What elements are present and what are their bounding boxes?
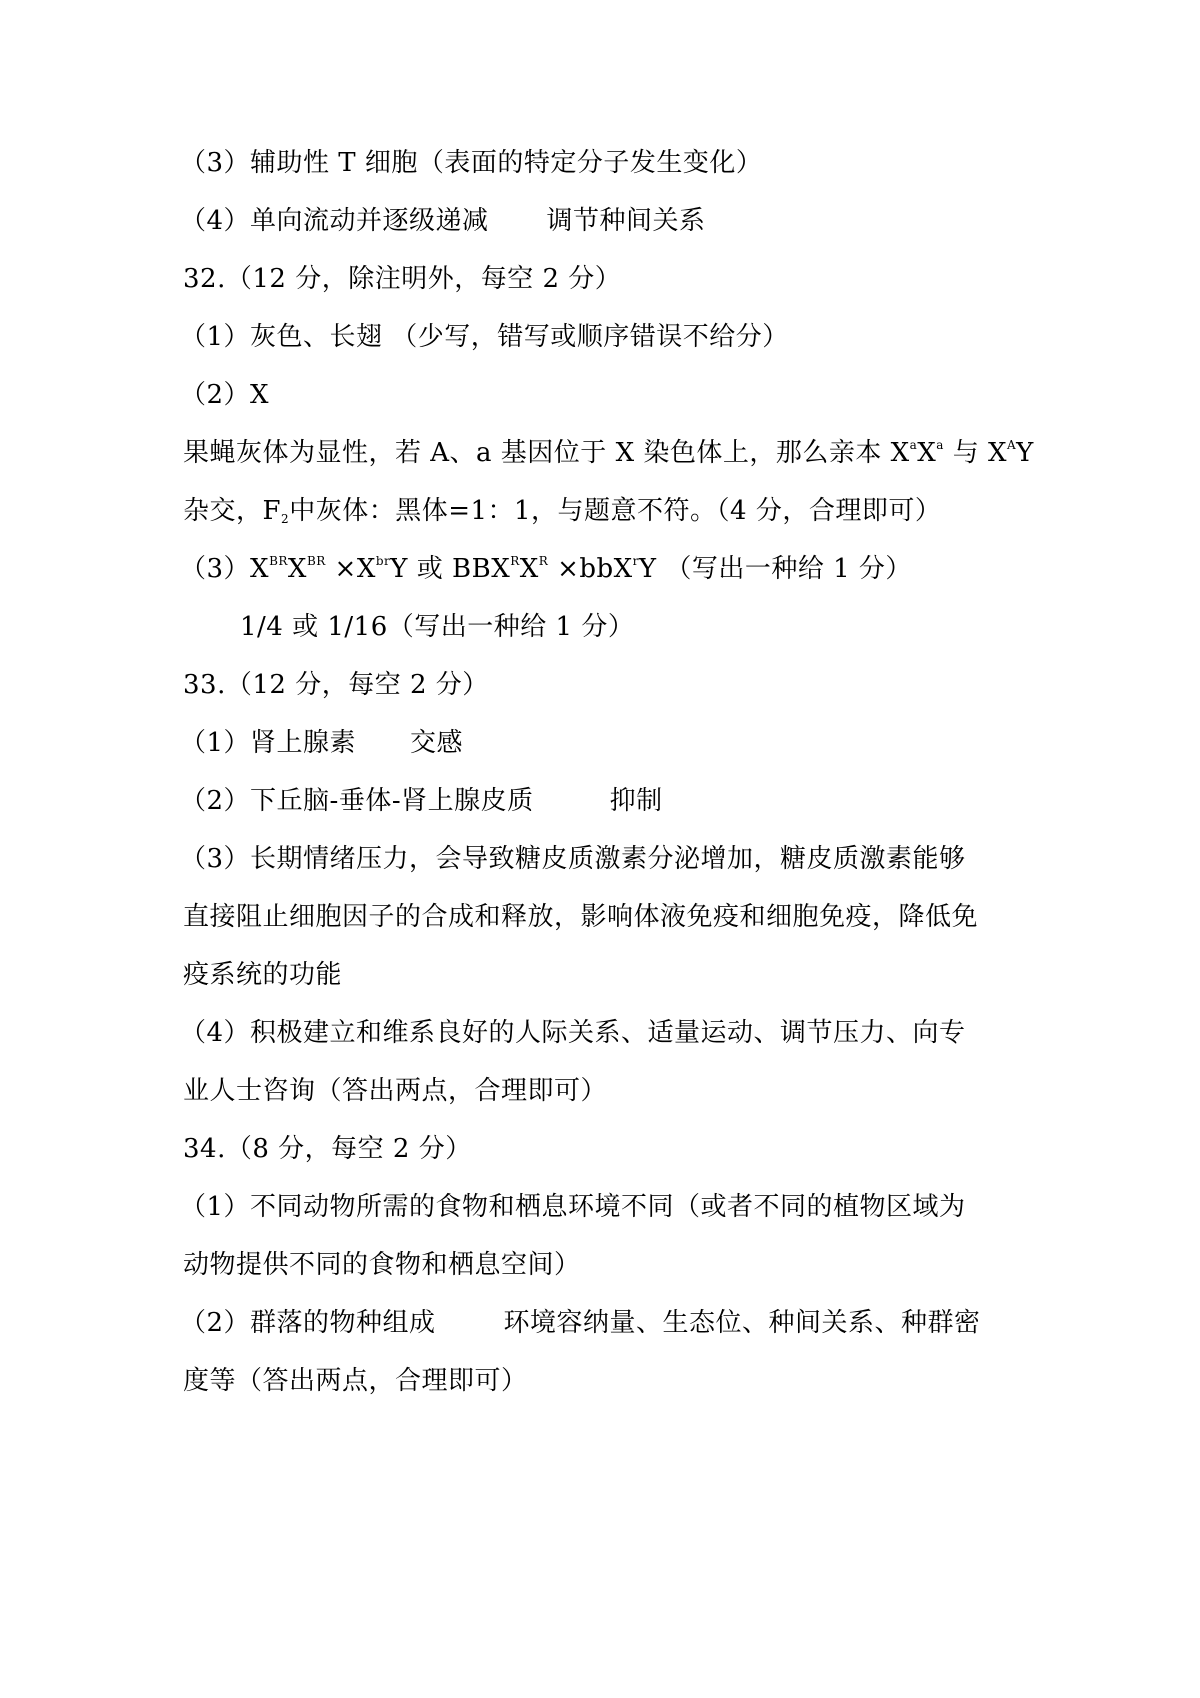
genotype-text: Y 或 BBX [390, 554, 511, 584]
answer-33-4-text-2: 业人士咨询（答出两点，合理即可） [183, 1076, 608, 1106]
answer-33-1-part-b: 交感 [410, 728, 464, 758]
answer-33-3-text-3: 疫系统的功能 [183, 960, 343, 990]
allele-superscript: a [936, 438, 944, 452]
genotype-text: X [519, 554, 539, 584]
answer-33-4-line-1 [180, 1016, 966, 1050]
genotype-text: X [287, 554, 307, 584]
genotype-text: ×bbX [548, 554, 633, 584]
explanation-text: 中灰体：黑体=1：1，与题意不符。（4 分，合理即可） [289, 496, 942, 526]
allele-superscript: a [909, 438, 918, 452]
genotype-text: ×X [325, 554, 376, 584]
answer-33-2-part-b: 抑制 [609, 786, 663, 816]
answer-33-4-text-1: （4）积极建立和维系良好的人际关系、适量运动、调节压力、向专 [180, 1018, 966, 1048]
question-34-heading-text: 34.（8 分，每空 2 分） [183, 1134, 472, 1164]
answer-34-1-text-1: （1）不同动物所需的食物和栖息环境不同（或者不同的植物区域为 [180, 1192, 966, 1222]
answer-32-1-text: （1）灰色、长翅 （少写，错写或顺序错误不给分） [180, 322, 789, 352]
answer-33-2 [180, 784, 663, 818]
answer-31-4-part-a: （4）单向流动并逐级递减 [180, 206, 489, 236]
answer-32-3 [180, 552, 912, 586]
answer-32-3-probability [240, 610, 634, 644]
answer-34-2-part-a: （2）群落的物种组成 [180, 1308, 436, 1338]
answer-32-3-probability-text: 1/4 或 1/16（写出一种给 1 分） [240, 612, 635, 642]
answer-34-1-text-2: 动物提供不同的食物和栖息空间） [183, 1250, 581, 1280]
answer-31-3 [180, 146, 762, 180]
answer-33-3-line-1 [180, 842, 966, 876]
explanation-text: 果蝇灰体为显性，若 A、a 基因位于 X 染色体上，那么亲本 X [183, 438, 910, 468]
answer-34-1-line-1 [180, 1190, 966, 1224]
answer-33-3-text-2: 直接阻止细胞因子的合成和释放，影响体液免疫和细胞免疫，降低免 [183, 902, 979, 932]
answer-33-1 [180, 726, 463, 760]
answer-32-2 [180, 378, 269, 412]
allele-superscript: br [375, 554, 391, 568]
question-33-heading-text: 33.（12 分，每空 2 分） [183, 670, 489, 700]
question-33-heading [183, 668, 489, 702]
answer-33-3-line-3 [183, 958, 342, 992]
allele-superscript: R [538, 554, 549, 568]
allele-superscript: r [632, 554, 639, 568]
answer-33-1-part-a: （1）肾上腺素 [180, 728, 357, 758]
allele-superscript: R [510, 554, 520, 568]
genotype-text: （3）X [180, 554, 270, 584]
explanation-text: 杂交，F [183, 496, 282, 526]
answer-34-2-line-2 [183, 1364, 528, 1398]
answer-33-3-text-1: （3）长期情绪压力，会导致糖皮质激素分泌增加，糖皮质激素能够 [180, 844, 966, 874]
question-32-heading [183, 262, 621, 296]
allele-superscript: A [1007, 438, 1017, 452]
answer-31-3-text: （3）辅助性 T 细胞（表面的特定分子发生变化） [180, 148, 763, 178]
answer-31-4-part-b: 调节种间关系 [546, 206, 706, 236]
genotype-text: Y （写出一种给 1 分） [638, 554, 912, 584]
answer-33-4-line-2 [183, 1074, 607, 1108]
answer-34-2-line-1 [180, 1306, 981, 1340]
answer-34-2-text-2: 度等（答出两点，合理即可） [183, 1366, 528, 1396]
answer-34-1-line-2 [183, 1248, 581, 1282]
allele-superscript: BR [306, 554, 326, 568]
answer-32-1 [180, 320, 789, 354]
answer-32-2-explanation-line-2 [183, 494, 941, 528]
answer-34-2-part-b: 环境容纳量、生态位、种间关系、种群密 [503, 1308, 981, 1338]
allele-superscript: BR [269, 554, 288, 568]
question-32-heading-text: 32.（12 分，除注明外，每空 2 分） [183, 264, 622, 294]
chromosome-y: Y [1016, 438, 1034, 468]
chromosome-x: X [917, 438, 937, 468]
answer-31-4 [180, 204, 706, 238]
question-34-heading [183, 1132, 472, 1166]
answer-32-2-explanation-line-1 [183, 436, 1034, 470]
answer-33-3-line-2 [183, 900, 978, 934]
answer-32-2-text: （2）X [180, 380, 270, 410]
generation-subscript: 2 [281, 512, 290, 526]
explanation-text: 与 X [943, 438, 1007, 468]
answer-33-2-part-a: （2）下丘脑-垂体-肾上腺皮质 [180, 786, 534, 816]
